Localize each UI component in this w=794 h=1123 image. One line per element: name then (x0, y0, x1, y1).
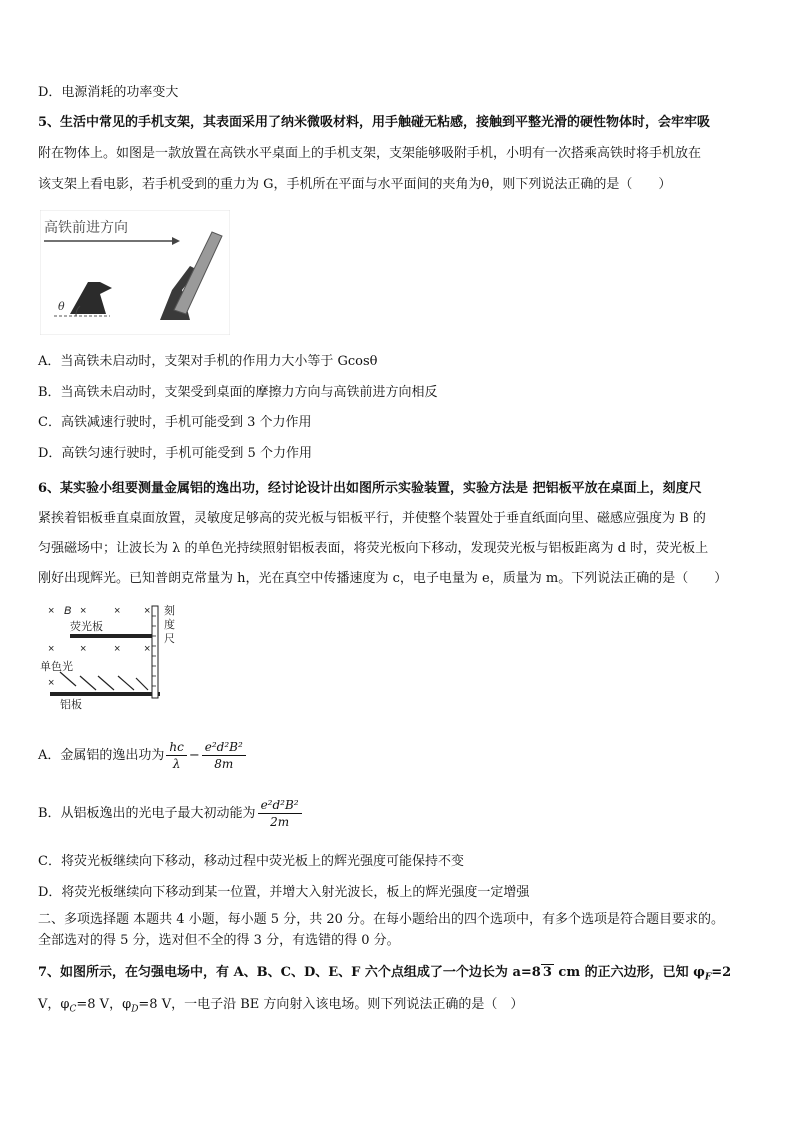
svg-text:×: × (114, 605, 121, 617)
svg-text:刻: 刻 (164, 605, 175, 617)
q5-stem-line2: 附在物体上。如图是一款放置在高铁水平桌面上的手机支架，支架能够吸附手机，小明有一次搭乘高铁时将手机放在 (38, 146, 702, 161)
q7-stem-line1: 7、如图所示，在匀强电场中，有 A、B、C、D、E、F 六个点组成了一个边长为 a=8 3 cm 的正六边形，已知 $\varphi_F=2$ (38, 965, 732, 983)
section2-instructions-line1: 二、多项选择题 本题共 4 小题，每小题 5 分，共 20 分。在每小题给出的四个选项中，有多个选项是符合题目要求的。 (38, 912, 725, 927)
phone-shape (174, 232, 222, 314)
q6-stem-line2: 紧挨着铝板垂直桌面放置，灵敏度足够高的荧光板与铝板平行，并使整个装置处于垂直纸面向里、磁感应强度为 B 的 (38, 511, 706, 526)
q6-option-b: B．从铝板逸出的光电子最大初动能为 $\frac{\text{e²d²B²}}{2m}$ (38, 796, 758, 832)
q6-figure-plate-label: 铝板 (60, 699, 82, 711)
aluminum-plate (50, 692, 160, 696)
q5-figure-phone-stand (40, 210, 230, 335)
q5-figure-theta: θ (58, 300, 65, 313)
q6-option-c: C．将荧光板继续向下移动，移动过程中荧光板上的辉光强度可能保持不变 (38, 854, 464, 869)
q5-stem-line1: 5、生活中常见的手机支架，其表面采用了纳米微吸材料，用手触碰无粘感，接触到平整光滑的硬性物体时，会牢牢吸 (38, 115, 711, 130)
ruler (152, 606, 158, 698)
svg-text:×: × (144, 605, 151, 617)
svg-text:×: × (48, 605, 55, 617)
q6-figure-light-label: 单色光 (40, 661, 73, 673)
q6-figure-B: B (64, 605, 72, 617)
svg-text:×: × (80, 643, 87, 655)
q6-stem-line4: 刚好出现辉光。已知普朗克常量为 h，光在真空中传播速度为 c，电子电量为 e，质量为 m。下列说法正确的是（ ） (38, 571, 728, 586)
svg-text:×: × (80, 605, 87, 617)
svg-text:×: × (144, 643, 151, 655)
q5-stem-line3: 该支架上看电影，若手机受到的重力为 G，手机所在平面与水平面间的夹角为θ，则下列说法正确的是（ ） (38, 177, 672, 192)
q6-figure-apparatus (40, 602, 190, 712)
q5-option-b: B．当高铁未启动时，支架受到桌面的摩擦力方向与高铁前进方向相反 (38, 385, 438, 400)
q4-option-d: D．电源消耗的功率变大 (38, 85, 179, 100)
q5-figure-direction-label: 高铁前进方向 (44, 219, 128, 235)
svg-text:×: × (114, 643, 121, 655)
q5-option-d: D．高铁匀速行驶时，手机可能受到 5 个力作用 (38, 446, 312, 461)
q6-stem-line3: 匀强磁场中；让波长为 λ 的单色光持续照射铝板表面，将荧光板向下移动，发现荧光板与铝板距离为 d 时，荧光板上 (38, 541, 709, 556)
fluorescent-screen (70, 634, 156, 638)
svg-text:×: × (48, 643, 55, 655)
q5-option-a: A．当高铁未启动时，支架对手机的作用力大小等于 Gcosθ (38, 354, 378, 369)
section2-instructions-line2: 全部选对的得 5 分，选对但不全的得 3 分，有选错的得 0 分。 (38, 933, 400, 948)
q6-figure-screen-label: 荧光板 (70, 621, 103, 633)
q7-stem-line2: V，$\varphi_C=8$ V，$\varphi_D=8$ V，一电子沿 BE 方向射入该电场。则下列说法正确的是（ ） (38, 997, 524, 1015)
phone-stand-left (70, 282, 112, 314)
svg-text:×: × (48, 677, 55, 689)
q6-stem-line1: 6、某实验小组要测量金属铝的逸出功，经讨论设计出如图所示实验装置，实验方法是 把铝板平放在桌面上，刻度尺 (38, 481, 702, 496)
q6-option-a: A．金属铝的逸出功为 $\frac{hc}{\lambda}$ − $\frac{\text{e²d²B²}}{8m}$ (38, 738, 758, 774)
svg-text:度: 度 (164, 619, 175, 631)
q5-option-c: C．高铁减速行驶时，手机可能受到 3 个力作用 (38, 415, 312, 430)
svg-text:尺: 尺 (164, 633, 175, 645)
q6-option-d: D．将荧光板继续向下移动到某一位置，并增大入射光波长，板上的辉光强度一定增强 (38, 885, 530, 900)
